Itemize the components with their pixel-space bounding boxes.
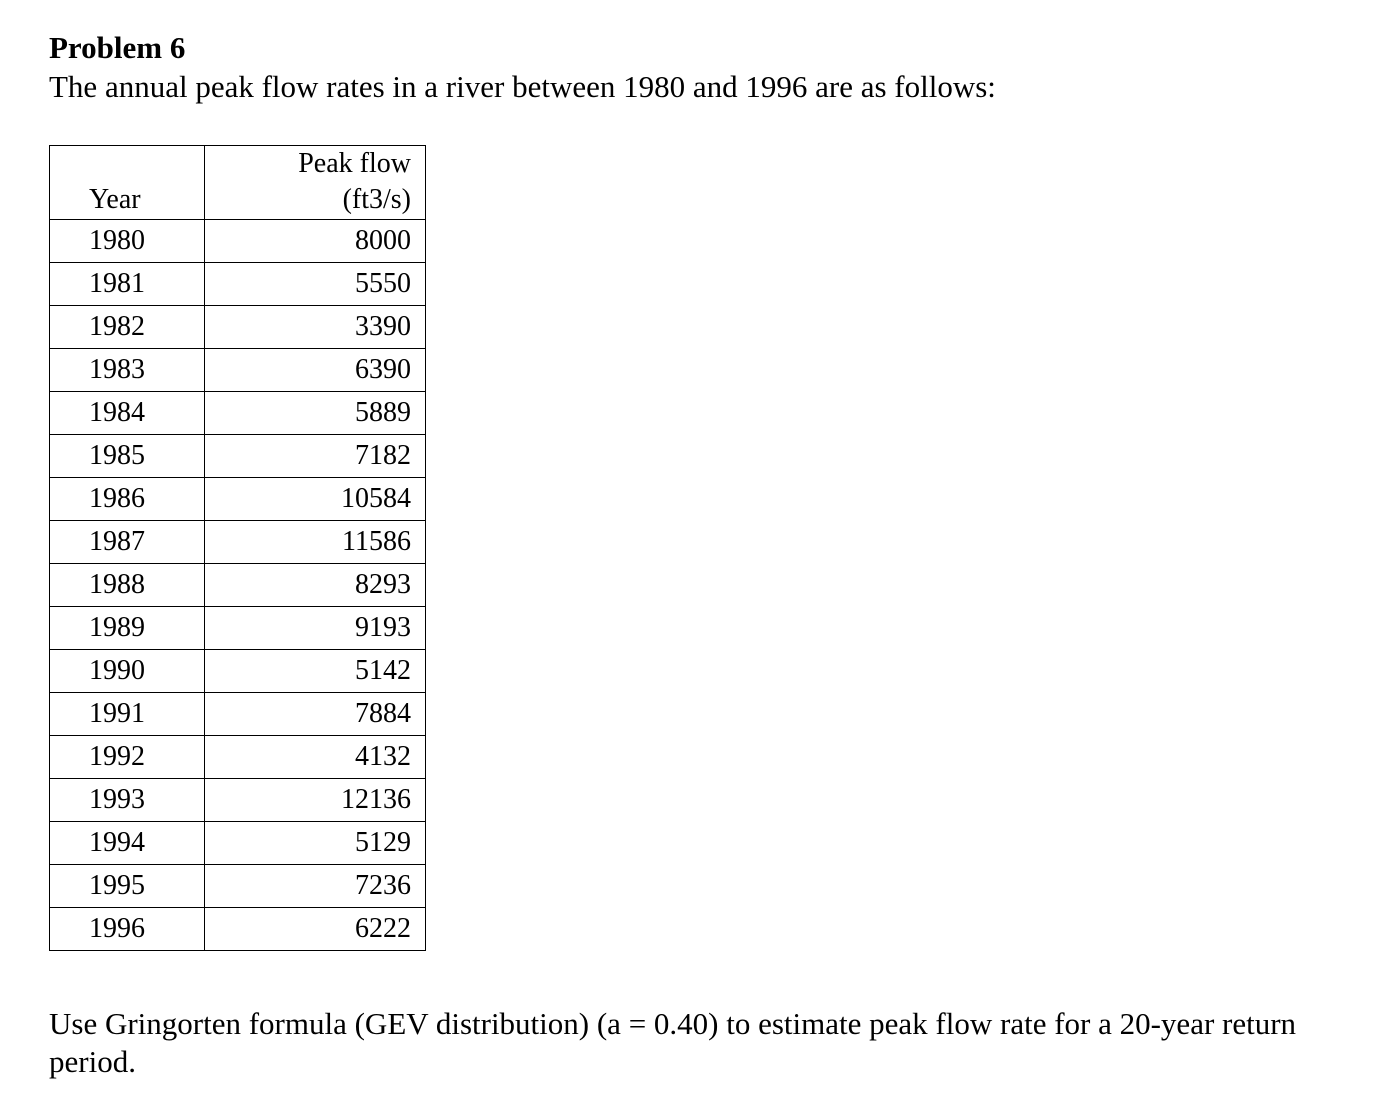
table-header-row	[50, 146, 426, 220]
table-row	[50, 693, 426, 736]
table-body	[50, 220, 426, 951]
year-cell: 1993	[50, 779, 205, 822]
peak-flow-cell: 7236	[205, 865, 426, 908]
table-row	[50, 220, 426, 263]
peak-flow-cell: 3390	[205, 306, 426, 349]
peak-flow-cell: 5129	[205, 822, 426, 865]
table-row	[50, 650, 426, 693]
year-cell: 1982	[50, 306, 205, 349]
year-cell: 1988	[50, 564, 205, 607]
peak-flow-column-header	[205, 146, 426, 220]
peak-flow-cell: 5889	[205, 392, 426, 435]
peak-flow-cell: 4132	[205, 736, 426, 779]
peak-flow-cell: 5142	[205, 650, 426, 693]
table-row	[50, 521, 426, 564]
problem-intro: The annual peak flow rates in a river between 1980 and 1996 are as follows:	[49, 69, 996, 104]
year-cell: 1994	[50, 822, 205, 865]
table-row	[50, 908, 426, 951]
table-row	[50, 607, 426, 650]
year-cell: 1990	[50, 650, 205, 693]
table-row	[50, 736, 426, 779]
table-row	[50, 263, 426, 306]
year-cell: 1984	[50, 392, 205, 435]
question-text: Use Gringorten formula (GEV distribution) (a = 0.40) to estimate peak flow rate for a 20-year return period.	[49, 1006, 1297, 1079]
peak-flow-cell: 9193	[205, 607, 426, 650]
peak-flow-cell: 12136	[205, 779, 426, 822]
year-cell: 1986	[50, 478, 205, 521]
year-cell: 1987	[50, 521, 205, 564]
year-cell: 1992	[50, 736, 205, 779]
peak-flow-header-line2: (ft3/s)	[342, 184, 411, 215]
peak-flow-cell: 8000	[205, 220, 426, 263]
year-cell: 1989	[50, 607, 205, 650]
peak-flow-cell: 10584	[205, 478, 426, 521]
peak-flow-cell: 11586	[205, 521, 426, 564]
table-row	[50, 478, 426, 521]
table-row	[50, 392, 426, 435]
peak-flow-cell: 8293	[205, 564, 426, 607]
table-row	[50, 435, 426, 478]
peak-flow-cell: 6390	[205, 349, 426, 392]
table-row	[50, 564, 426, 607]
year-cell: 1981	[50, 263, 205, 306]
table-row	[50, 865, 426, 908]
table-row	[50, 306, 426, 349]
peak-flow-table	[49, 145, 426, 951]
year-cell: 1995	[50, 865, 205, 908]
peak-flow-cell: 7182	[205, 435, 426, 478]
year-cell: 1996	[50, 908, 205, 951]
peak-flow-cell: 5550	[205, 263, 426, 306]
table-row	[50, 822, 426, 865]
peak-flow-cell: 7884	[205, 693, 426, 736]
table-row	[50, 349, 426, 392]
problem-title: Problem 6	[49, 30, 186, 65]
year-cell: 1991	[50, 693, 205, 736]
year-cell: 1983	[50, 349, 205, 392]
table-row	[50, 779, 426, 822]
year-cell: 1980	[50, 220, 205, 263]
peak-flow-header-line1: Peak flow	[298, 148, 411, 179]
year-column-header: Year	[50, 146, 205, 220]
peak-flow-cell: 6222	[205, 908, 426, 951]
year-cell: 1985	[50, 435, 205, 478]
